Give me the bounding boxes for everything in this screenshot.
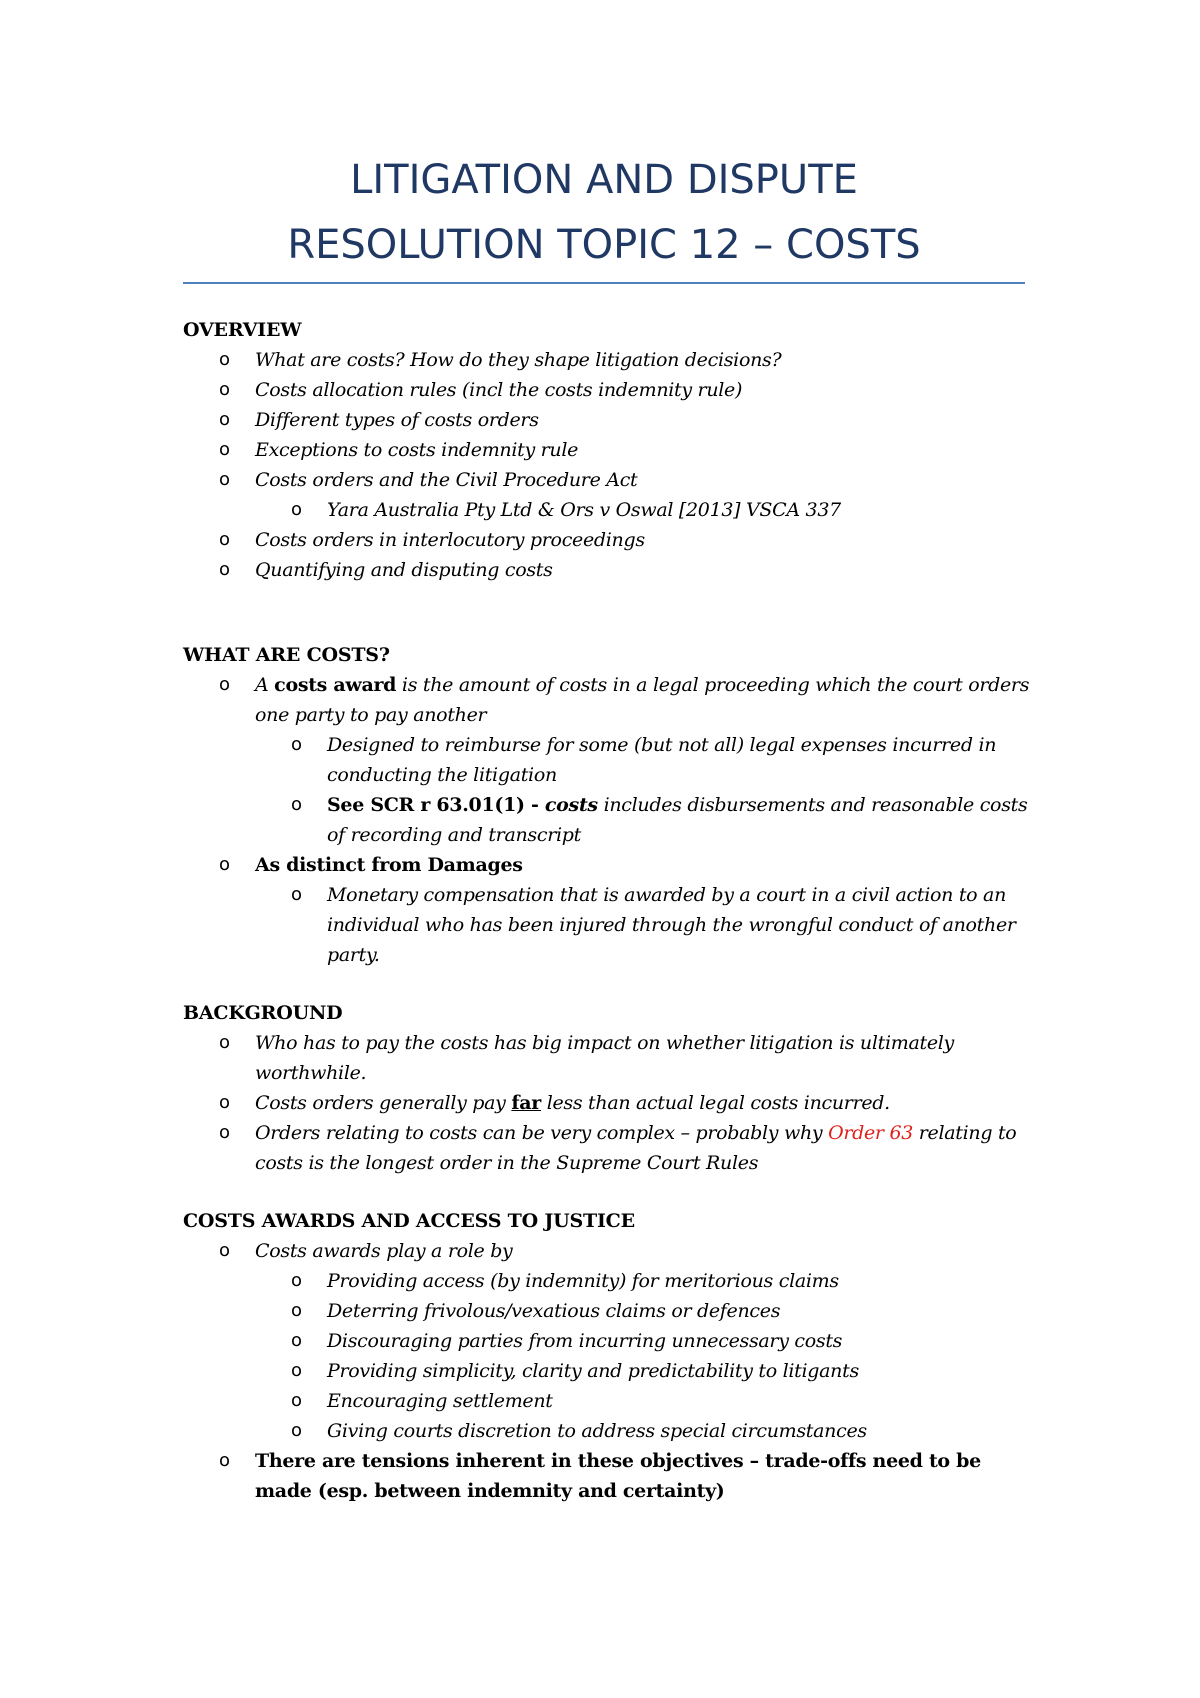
list-item: o Costs orders in interlocutory proceedings [183, 525, 1033, 555]
bullet-icon: o [291, 1270, 302, 1291]
bullet-icon: o [219, 379, 230, 400]
bullet-icon: o [219, 1092, 230, 1113]
bullet-icon: o [219, 529, 230, 550]
bullet-icon: o [219, 439, 230, 460]
bullet-icon: o [219, 674, 230, 695]
bullet-icon: o [219, 409, 230, 430]
bullet-icon: o [219, 1032, 230, 1053]
list-item: o Orders relating to costs can be very complex – probably why Order 63 relating to costs is the longest order in the Supreme Court Rules [183, 1118, 1033, 1178]
what-are-costs-list [183, 670, 1033, 970]
list-item: o Quantifying and disputing costs [183, 555, 1033, 585]
list-item: o What are costs? How do they shape litigation decisions? [183, 345, 1033, 375]
list-sub-item: o Deterring frivolous/vexatious claims or defences [183, 1296, 1033, 1326]
bullet-icon: o [291, 794, 302, 815]
background-list [183, 1028, 1033, 1178]
order-63-highlight: Order 63 [828, 1122, 914, 1144]
list-sub-item: o Providing access (by indemnity) for meritorious claims [183, 1266, 1033, 1296]
title-underline-divider [183, 282, 1025, 284]
list-sub-item: o Designed to reimburse for some (but not all) legal expenses incurred in conducting the litigation [183, 730, 1033, 790]
bullet-icon: o [219, 1450, 230, 1471]
bullet-icon: o [291, 734, 302, 755]
bullet-icon: o [219, 854, 230, 875]
section-spacer [183, 585, 1033, 640]
list-sub-item: o Encouraging settlement [183, 1386, 1033, 1416]
document-title-line-1: LITIGATION AND DISPUTE [350, 157, 858, 203]
bullet-icon: o [219, 1240, 230, 1261]
section-spacer [183, 970, 1033, 998]
list-sub-item: o Discouraging parties from incurring unnecessary costs [183, 1326, 1033, 1356]
overview-section [183, 315, 1033, 585]
document-title-line-2: RESOLUTION TOPIC 12 – COSTS [287, 222, 921, 268]
overview-heading: OVERVIEW [183, 319, 302, 341]
list-item: o Costs orders generally pay far less than actual legal costs incurred. [183, 1088, 1033, 1118]
list-item: o Who has to pay the costs has big impact on whether litigation is ultimately worthwhile. [183, 1028, 1033, 1088]
bullet-icon: o [219, 349, 230, 370]
list-item: o There are tensions inherent in these objectives – trade-offs need to be made (esp. between indemnity and certainty) [183, 1446, 1033, 1506]
bullet-icon: o [219, 1122, 230, 1143]
list-sub-item: o Monetary compensation that is awarded by a court in a civil action to an individual who has been injured through the wrongful conduct of another party. [183, 880, 1033, 970]
list-sub-item: o See SCR r 63.01(1) - costs includes disbursements and reasonable costs of recording and transcript [183, 790, 1033, 850]
bullet-icon: o [219, 469, 230, 490]
section-spacer [183, 1178, 1033, 1206]
document-body [183, 315, 1033, 1506]
list-sub-item: o Providing simplicity, clarity and predictability to litigants [183, 1356, 1033, 1386]
bullet-icon: o [219, 559, 230, 580]
emphasis-far: far [511, 1092, 541, 1114]
background-section [183, 998, 1033, 1178]
list-item: o Different types of costs orders [183, 405, 1033, 435]
rule-reference: See SCR r 63.01(1) - [327, 794, 545, 816]
list-item: o Costs orders and the Civil Procedure Act [183, 465, 1033, 495]
list-item: o Costs awards play a role by [183, 1236, 1033, 1266]
what-are-costs-section [183, 640, 1033, 970]
access-to-justice-heading: COSTS AWARDS AND ACCESS TO JUSTICE [183, 1210, 635, 1232]
what-are-costs-heading: WHAT ARE COSTS? [183, 644, 390, 666]
background-heading: BACKGROUND [183, 1002, 343, 1024]
bullet-icon: o [291, 1420, 302, 1441]
access-to-justice-list [183, 1236, 1033, 1506]
list-item: o A costs award is the amount of costs in a legal proceeding which the court orders one party to pay another [183, 670, 1033, 730]
bullet-icon: o [291, 1300, 302, 1321]
list-item: o As distinct from Damages [183, 850, 1033, 880]
costs-award-term: costs award [274, 674, 397, 696]
bullet-icon: o [291, 1360, 302, 1381]
bullet-icon: o [291, 499, 302, 520]
access-to-justice-section [183, 1206, 1033, 1506]
list-sub-item: o Yara Australia Pty Ltd & Ors v Oswal [2013] VSCA 337 [183, 495, 1033, 525]
list-item: o Exceptions to costs indemnity rule [183, 435, 1033, 465]
overview-list [183, 345, 1033, 585]
bullet-icon: o [291, 884, 302, 905]
bullet-icon: o [291, 1330, 302, 1351]
list-item: o Costs allocation rules (incl the costs indemnity rule) [183, 375, 1033, 405]
list-sub-item: o Giving courts discretion to address special circumstances [183, 1416, 1033, 1446]
bullet-icon: o [291, 1390, 302, 1411]
